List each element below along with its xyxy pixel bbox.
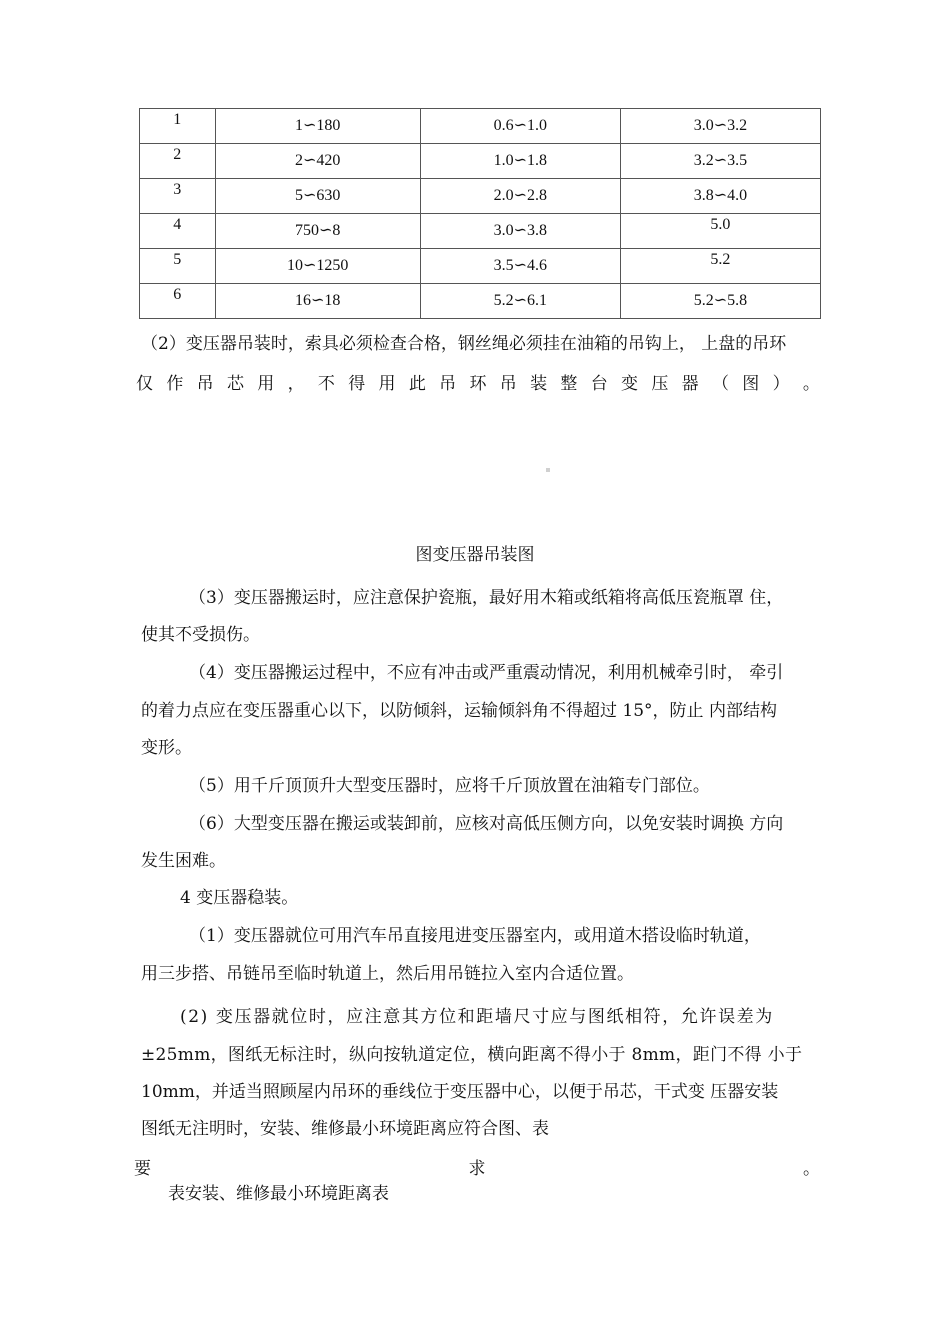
table-cell: 1 [140,109,216,144]
spaced-char: 作 [166,374,184,394]
spaced-char: 吊 [499,374,517,394]
table-cell: 750∽8 [215,214,420,249]
spaced-char: 压 [651,374,669,394]
spaced-char: 此 [408,374,426,394]
table-cell: 3.0∽3.2 [620,109,820,144]
paragraph-3-line-2: 使其不受损伤。 [141,625,260,645]
spaced-char: 整 [560,374,578,394]
spaced-char: 装 [530,374,548,394]
spaced-char: 用 [257,374,275,394]
requirement-line [134,1159,820,1179]
spaced-char: 得 [348,374,366,394]
table-cell: 5.2∽6.1 [420,284,620,319]
table-row [140,179,821,214]
table-cell: 5.2 [620,249,820,284]
spaced-char: （ [711,374,729,394]
table-cell: 6 [140,284,216,319]
spec-table [139,108,821,319]
section-4-paragraph-1-line-1: （1）变压器就位可用汽车吊直接甩进变压器室内，或用道木搭设临时轨道， [189,926,761,946]
spaced-char: 变 [621,374,638,394]
table-row [140,109,821,144]
spaced-char: 吊 [196,374,214,394]
section-4-paragraph-2-line-2: ±25mm，图纸无标注时，纵向按轨道定位，横向距离不得小于 8mm，距门不得 小于 [141,1045,803,1065]
spaced-char: 不 [317,374,335,394]
spaced-char: ， [287,374,305,394]
table-row [140,249,821,284]
section-4-paragraph-2-line-1: (2) 变压器就位时，应注意其方位和距墙尺寸应与图纸相符，允许误差为 [180,1007,774,1027]
table-cell: 1.0∽1.8 [420,144,620,179]
paragraph-6-line-2: 发生困难。 [141,851,226,871]
table-cell: 3.0∽3.8 [420,214,620,249]
paragraph-5-line-1: （5）用千斤顶顶升大型变压器时，应将千斤顶放置在油箱专门部位。 [189,776,710,796]
table-cell: 3 [140,179,216,214]
requirement-char: 。 [803,1159,820,1179]
figure-caption: 图变压器吊装图 [415,545,535,565]
table-cell: 1∽180 [215,109,420,144]
paragraph-4-line-2: 的着力点应在变压器重心以下，以防倾斜，运输倾斜角不得超过 15°，防止 内部结构 [141,701,777,721]
spaced-char: 图 [742,374,760,394]
table-cell: 16∽18 [215,284,420,319]
spec-table-body [140,109,821,319]
spaced-char: 器 [681,374,699,394]
table-cell: 5.2∽5.8 [620,284,820,319]
spaced-char: 环 [469,374,487,394]
spaced-char: 芯 [226,374,244,394]
paragraph-4-line-1: （4）变压器搬运过程中，不应有冲击或严重震动情况，利用机械牵引时， 牵引 [189,663,784,683]
spaced-char: 台 [590,374,608,394]
section-4-paragraph-2-line-4: 图纸无注明时，安装、维修最小环境距离应符合图、表 [141,1119,549,1139]
section-4-paragraph-2-line-3: 10mm，并适当照顾屋内吊环的垂线位于变压器中心，以便于吊芯，干式变 压器安装 [141,1082,779,1102]
table-row [140,214,821,249]
table-cell: 0.6∽1.0 [420,109,620,144]
paragraph-6-line-1: （6）大型变压器在搬运或装卸前，应核对高低压侧方向，以免安装时调换 方向 [189,814,784,834]
spaced-char: 吊 [439,374,457,394]
paragraph-4-line-3: 变形。 [141,738,192,758]
requirement-char: 求 [468,1159,486,1179]
table-row [140,144,821,179]
paragraph-2-line-1: （2）变压器吊装时，索具必须检查合格，钢丝绳必须挂在油箱的吊钩上， 上盘的吊环 [141,334,787,354]
spaced-char: 用 [378,374,396,394]
table-cell: 2∽420 [215,144,420,179]
table-row [140,284,821,319]
table-cell: 2.0∽2.8 [420,179,620,214]
spaced-char: ） [772,374,790,394]
table-cell: 5∽630 [215,179,420,214]
table-cell: 10∽1250 [215,249,420,284]
table-cell: 4 [140,214,216,249]
table-cell: 5 [140,249,216,284]
spaced-char: 。 [802,374,820,394]
requirement-char: 要 [134,1159,151,1179]
table-cell: 3.5∽4.6 [420,249,620,284]
figure-placeholder [546,468,550,472]
section-4-paragraph-1-line-2: 用三步搭、吊链吊至临时轨道上，然后用吊链拉入室内合适位置。 [141,964,634,984]
paragraph-2-line-2 [136,374,820,394]
paragraph-3-line-1: （3）变压器搬运时，应注意保护瓷瓶，最好用木箱或纸箱将高低压瓷瓶罩 住， [189,588,784,608]
section-4-heading: 4 变压器稳装。 [180,888,299,908]
table-title: 表安装、维修最小环境距离表 [168,1184,389,1204]
table-cell: 2 [140,144,216,179]
table-cell: 5.0 [620,214,820,249]
spaced-char: 仅 [136,374,153,394]
table-cell: 3.8∽4.0 [620,179,820,214]
table-cell: 3.2∽3.5 [620,144,820,179]
